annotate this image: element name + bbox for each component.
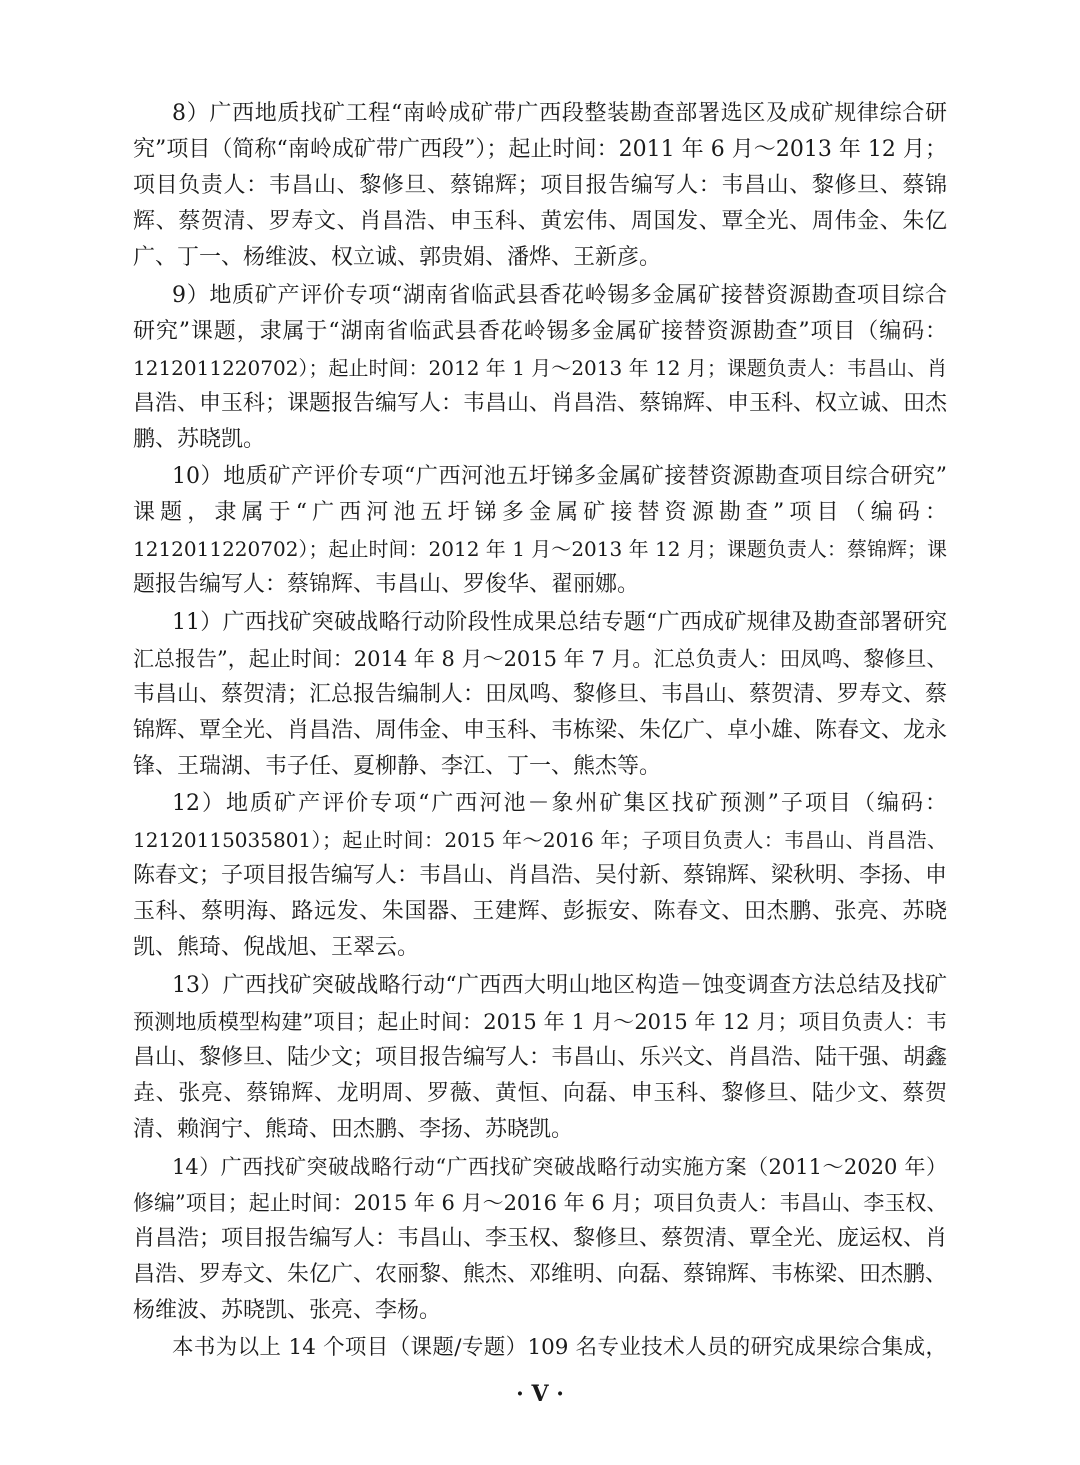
- text-line: 清、赖润宁、熊琦、田杰鹏、李扬、苏晓凯。: [133, 1117, 574, 1142]
- text-line: 锦辉、覃全光、肖昌浩、周伟金、申玉科、韦栋梁、朱亿广、卓小雄、陈春文、龙永: [133, 718, 947, 743]
- text-line: 韦昌山、蔡贺清；汇总报告编制人：田凤鸣、黎修旦、韦昌山、蔡贺清、罗寿文、蔡: [133, 682, 947, 707]
- text-line: 9）地质矿产评价专项“湖南省临武县香花岭锡多金属矿接替资源勘查项目综合: [172, 283, 947, 308]
- text-line: 1212011220702）；起止时间：2012 年 1 月～2013 年 12 月；课题负责人：蔡锦辉；课: [133, 537, 947, 561]
- text-line: 锋、王瑞湖、韦子任、夏柳静、李江、丁一、熊杰等。: [133, 754, 662, 779]
- text-line: 预测地质模型构建”项目；起止时间：2015 年 1 月～2015 年 12 月；项目负责人：韦: [133, 1010, 947, 1034]
- text-line: 10）地质矿产评价专项“广西河池五圩锑多金属矿接替资源勘查项目综合研究”: [172, 464, 947, 489]
- text-line: 陈春文；子项目报告编写人：韦昌山、肖昌浩、吴付新、蔡锦辉、梁秋明、李扬、申: [133, 863, 947, 888]
- text-line: 研究”课题，隶属于“湖南省临武县香花岭锡多金属矿接替资源勘查”项目（编码：: [133, 319, 947, 344]
- text-line: 项目负责人：韦昌山、黎修旦、蔡锦辉；项目报告编写人：韦昌山、黎修旦、蔡锦: [133, 173, 947, 198]
- text-line: 13）广西找矿突破战略行动“广西西大明山地区构造－蚀变调查方法总结及找矿: [172, 973, 947, 998]
- text-line: 昌浩、申玉科；课题报告编写人：韦昌山、肖昌浩、蔡锦辉、申玉科、权立诚、田杰: [133, 391, 947, 416]
- text-line: 11）广西找矿突破战略行动阶段性成果总结专题“广西成矿规律及勘查部署研究: [172, 610, 947, 635]
- text-line: 垚、张亮、蔡锦辉、龙明周、罗薇、黄恒、向磊、申玉科、黎修旦、陆少文、蔡贺: [133, 1081, 947, 1106]
- text-line: 鹏、苏晓凯。: [133, 427, 266, 452]
- text-line: 辉、蔡贺清、罗寿文、肖昌浩、申玉科、黄宏伟、周国发、覃全光、周伟金、朱亿: [133, 209, 947, 234]
- text-line: 肖昌浩；项目报告编写人：韦昌山、李玉权、黎修旦、蔡贺清、覃全光、庞运权、肖: [133, 1226, 947, 1251]
- text-line: 14）广西找矿突破战略行动“广西找矿突破战略行动实施方案（2011～2020 年）: [172, 1155, 947, 1179]
- text-line: 8）广西地质找矿工程“南岭成矿带广西段整装勘查部署选区及成矿规律综合研: [172, 101, 947, 126]
- text-line: 12）地质矿产评价专项“广西河池－象州矿集区找矿预测”子项目（编码：: [172, 791, 947, 816]
- page-number: · V ·: [516, 1381, 564, 1407]
- text-line: 昌浩、罗寿文、朱亿广、农丽黎、熊杰、邓维明、向磊、蔡锦辉、韦栋梁、田杰鹏、: [133, 1262, 947, 1287]
- text-line: 1212011220702）；起止时间：2012 年 1 月～2013 年 12 月；课题负责人：韦昌山、肖: [133, 356, 947, 380]
- text-line: 12120115035801）；起止时间：2015 年～2016 年；子项目负责人：韦昌山、肖昌浩、: [133, 828, 947, 852]
- text-line: 修编”项目；起止时间：2015 年 6 月～2016 年 6 月；项目负责人：韦昌山、李玉权、: [133, 1191, 947, 1215]
- text-line: 杨维波、苏晓凯、张亮、李杨。: [133, 1298, 442, 1323]
- text-line: 玉科、蔡明海、路远发、朱国器、王建辉、彭振安、陈春文、田杰鹏、张亮、苏晓: [133, 899, 947, 924]
- text-line: 凯、熊琦、倪战旭、王翠云。: [133, 935, 420, 960]
- text-line: 昌山、黎修旦、陆少文；项目报告编写人：韦昌山、乐兴文、肖昌浩、陆干强、胡鑫: [133, 1045, 947, 1070]
- text-line: 本书为以上 14 个项目（课题/专题）109 名专业技术人员的研究成果综合集成，: [172, 1335, 947, 1360]
- text-line: 广、丁一、杨维波、权立诚、郭贵娟、潘烨、王新彦。: [133, 245, 662, 270]
- text-line: 课题，隶属于“广西河池五圩锑多金属矿接替资源勘查”项目（编码：: [133, 500, 947, 525]
- text-line: 究”项目（简称“南岭成矿带广西段”）；起止时间：2011 年 6 月～2013 年 12 月；: [133, 137, 947, 162]
- text-line: 汇总报告”，起止时间：2014 年 8 月～2015 年 7 月。汇总负责人：田凤鸣、黎修旦、: [133, 647, 947, 671]
- text-line: 题报告编写人：蔡锦辉、韦昌山、罗俊华、翟丽娜。: [133, 572, 640, 597]
